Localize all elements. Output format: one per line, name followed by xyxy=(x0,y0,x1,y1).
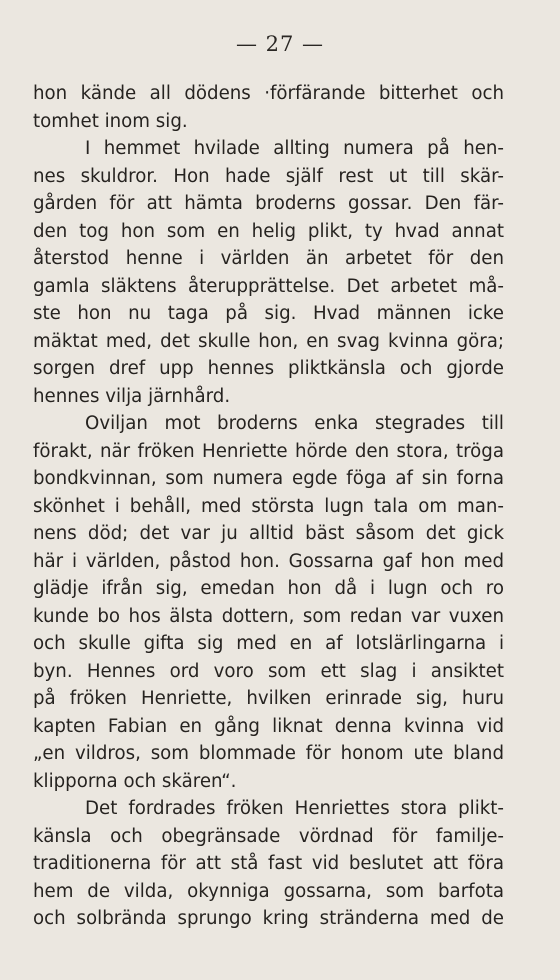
text-line: här i världen, påstod hon. Gossarna gaf hon med xyxy=(33,550,504,572)
text-line: tomhet inom sig. xyxy=(33,110,188,132)
page-number: — 27 — xyxy=(235,32,325,56)
text-line: bondkvinnan, som numera egde föga af sin forna xyxy=(33,468,504,489)
text-line: gården för att hämta broderns gossar. Den fär- xyxy=(33,193,504,214)
text-line: den tog hon som en helig plikt, ty hvad annat xyxy=(33,220,504,242)
text-line: sorgen dref upp hennes pliktkänsla och gjorde xyxy=(33,358,504,379)
text-line: och skulle gifta sig med en af lotslärlingarna i xyxy=(33,633,504,654)
text-line: hem de vilda, okynniga gossarna, som barfota xyxy=(33,880,504,902)
text-line: byn. Hennes ord voro som ett slag i ansiktet xyxy=(33,660,504,682)
text-line: I hemmet hvilade allting numera på hen- xyxy=(85,138,504,159)
text-line: gamla släktens återupprättelse. Det arbetet må- xyxy=(33,275,504,297)
text-line: Det fordrades fröken Henriettes stora plikt- xyxy=(85,798,504,819)
text-line: kapten Fabian en gång liknat denna kvinna vid xyxy=(33,715,504,737)
text-line: och solbrända sprungo kring stränderna med de xyxy=(33,908,504,929)
text-line: hennes vilja järnhård. xyxy=(33,385,231,407)
text-line: mäktat med, det skulle hon, en svag kvinna göra; xyxy=(33,330,504,352)
text-line: glädje ifrån sig, emedan hon då i lugn och ro xyxy=(33,578,504,599)
text-line: på fröken Henriette, hvilken erinrade sig, huru xyxy=(33,688,504,709)
text-line: kunde bo hos älsta dottern, som redan var vuxen xyxy=(33,605,504,627)
text-line: traditionerna för att stå fast vid beslutet att föra xyxy=(33,853,504,874)
text-line: klipporna och skären“. xyxy=(33,770,237,792)
text-line: förakt, när fröken Henriette hörde den stora, tröga xyxy=(33,440,504,462)
text-line: nes skuldror. Hon hade själf rest ut till skär- xyxy=(33,165,504,187)
text-line: Oviljan mot broderns enka stegrades till xyxy=(85,413,504,434)
text-line: skönhet i behåll, med största lugn tala om man- xyxy=(33,495,504,517)
text-line: känsla och obegränsade vördnad för familje- xyxy=(33,825,504,847)
text-line: hon kände all dödens ·förfärande bitterhet och xyxy=(33,83,504,104)
text-line: ste hon nu taga på sig. Hvad männen icke xyxy=(33,303,504,324)
text-line: „en vildros, som blommade för honom ute bland xyxy=(33,743,504,764)
body-text xyxy=(33,80,504,933)
text-line: nens död; det var ju alltid bäst såsom det gick xyxy=(33,523,504,544)
text-line: återstod henne i världen än arbetet för den xyxy=(33,248,504,269)
